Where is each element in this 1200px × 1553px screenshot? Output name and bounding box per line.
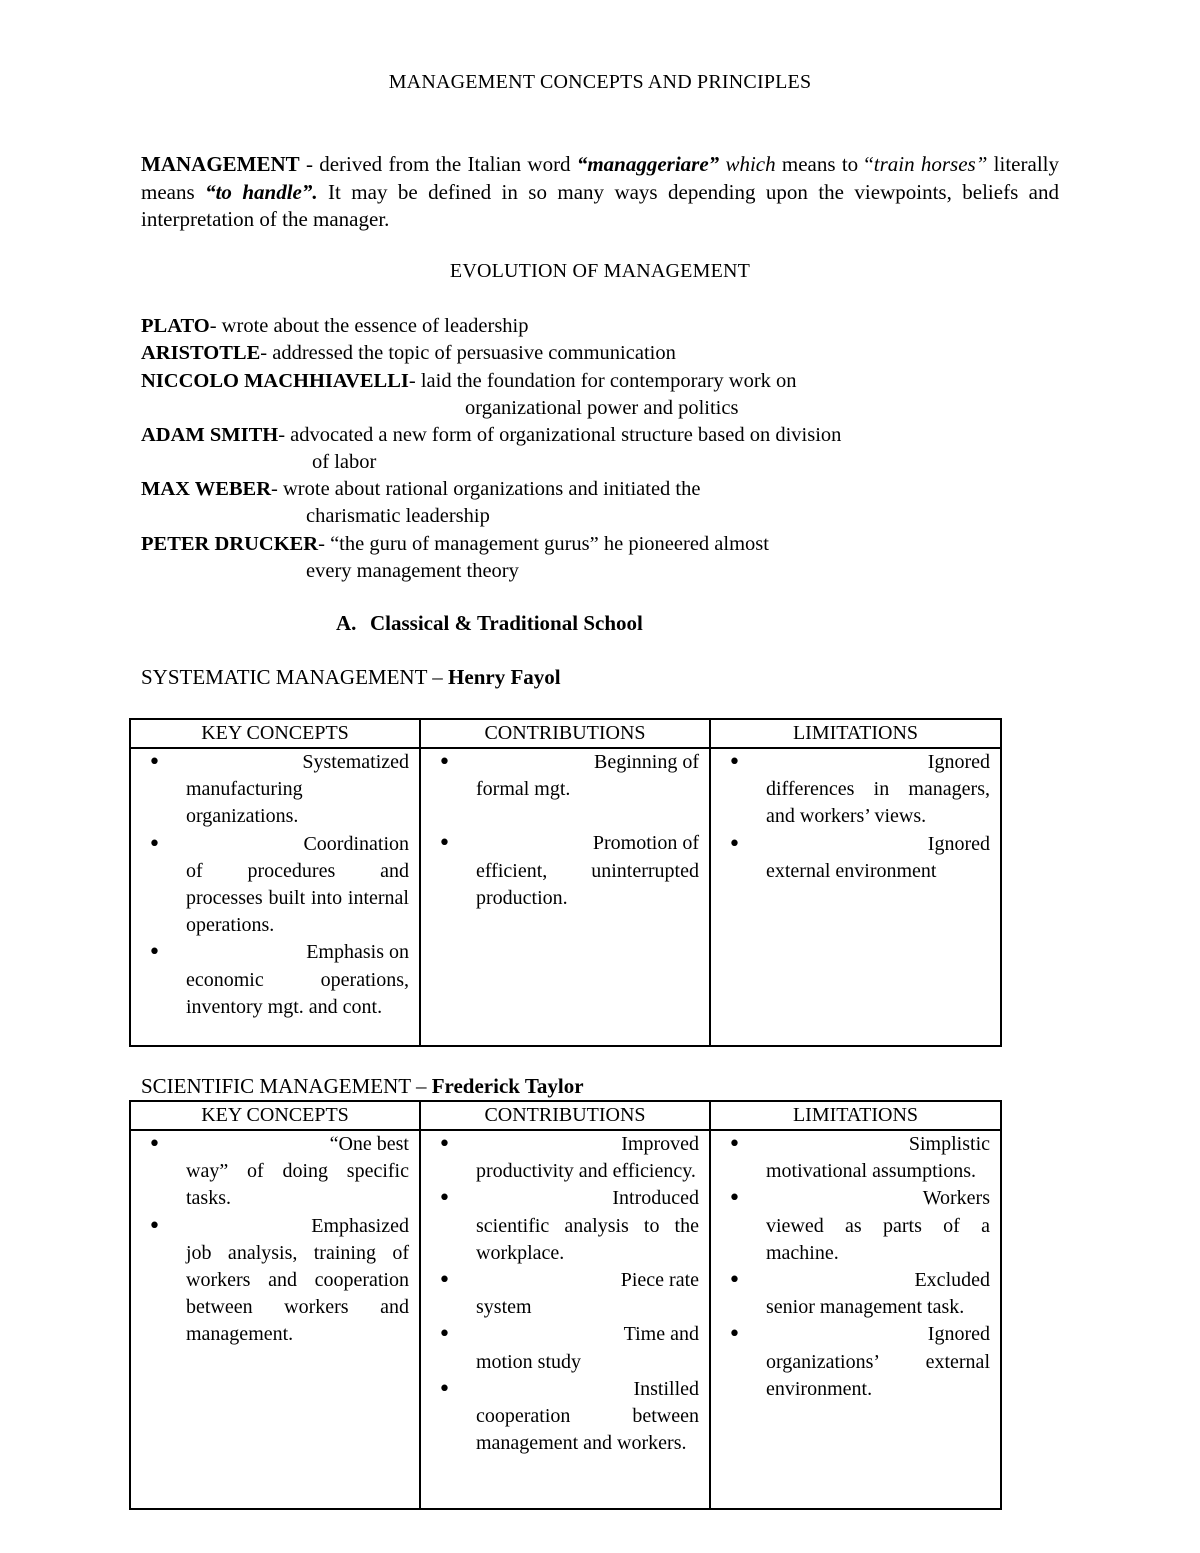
scientific-management-heading — [141, 1074, 584, 1099]
item-text: of procedures and processes built into internal operations. — [186, 859, 409, 937]
person-description: - advocated a new form of organizational structure based on division — [278, 424, 842, 446]
list-item — [711, 1267, 1000, 1321]
list-item — [131, 831, 419, 940]
term-managgeriare: “managgeriare” — [576, 152, 720, 176]
definition-text-2: which — [719, 152, 776, 176]
item-lead: • Systematized — [302, 751, 409, 773]
systematic-management-heading — [141, 665, 561, 690]
person-name: PETER DRUCKER — [141, 533, 319, 555]
person-description: - “the guru of management gurus” he pioneered almost — [318, 533, 769, 555]
person-description-continued: of labor — [312, 451, 377, 473]
person-description: - wrote about rational organizations and initiated the — [271, 478, 701, 500]
item-text: motion study — [476, 1350, 582, 1373]
section-letter: A. — [336, 611, 357, 635]
item-lead: • Simplistic — [908, 1133, 990, 1155]
person-name: ADAM SMITH — [141, 424, 279, 446]
key-concepts-cell — [130, 748, 420, 1046]
systematic-management-table — [129, 718, 1002, 1047]
list-item — [421, 1267, 709, 1321]
scientific-management-table — [129, 1100, 1002, 1510]
column-header-limitations: LIMITATIONS — [710, 719, 1001, 748]
definition-text-1: - derived from the Italian word — [299, 152, 577, 176]
list-item — [131, 749, 419, 831]
heading-label: SYSTEMATIC MANAGEMENT — [141, 665, 428, 689]
key-concepts-cell — [130, 1130, 420, 1509]
person-name: PLATO — [141, 315, 210, 337]
item-lead: • Ignored — [927, 1323, 990, 1346]
column-header-contributions: CONTRIBUTIONS — [420, 1101, 710, 1130]
person-description-continued: organizational power and politics — [465, 397, 739, 419]
person-description: - laid the foundation for contemporary work on — [408, 370, 797, 392]
limitations-cell — [710, 748, 1001, 1046]
evolution-entry-aristotle — [141, 340, 676, 367]
item-text: external environment — [766, 859, 937, 882]
list-item — [711, 831, 1000, 885]
term-management: MANAGEMENT — [141, 152, 300, 176]
item-lead: • Emphasized — [311, 1214, 409, 1237]
item-lead: • Emphasis on — [306, 941, 409, 964]
item-text: productivity and efficiency. — [476, 1160, 696, 1183]
item-text: way” of doing specific tasks. — [186, 1160, 409, 1210]
list-item — [131, 939, 419, 1021]
list-item — [711, 1321, 1000, 1403]
definition-text-3: means to “ — [775, 152, 874, 176]
evolution-entry-plato — [141, 313, 529, 340]
list-item — [711, 749, 1000, 831]
item-lead: • Workers — [922, 1187, 990, 1210]
item-text: economic operations, inventory mgt. and cont. — [186, 968, 409, 1018]
item-text: cooperation between management and workers. — [476, 1405, 699, 1455]
person-description-continued: every management theory — [306, 560, 519, 582]
evolution-heading: EVOLUTION OF MANAGEMENT — [449, 260, 751, 282]
item-lead: • Instilled — [633, 1377, 699, 1400]
definition-text-5: It may be defined in so many ways depending upon the viewpoints, beliefs and interpretation of the manager. — [141, 179, 1059, 231]
item-lead: • Improved — [621, 1133, 699, 1155]
heading-author: Frederick Taylor — [431, 1074, 584, 1098]
column-header-key-concepts: KEY CONCEPTS — [130, 719, 420, 748]
item-text: organizations’ external environment. — [766, 1350, 990, 1400]
evolution-entry-machiavelli — [141, 368, 797, 395]
item-text: manufacturing organizations. — [186, 778, 303, 828]
item-text: senior management task. — [766, 1296, 965, 1319]
person-name: NICCOLO MACHHIAVELLI — [141, 370, 409, 392]
person-description: - wrote about the essence of leadership — [209, 315, 529, 337]
column-header-limitations: LIMITATIONS — [710, 1101, 1001, 1130]
item-lead: • Coordination — [303, 832, 409, 855]
management-definition — [141, 151, 1059, 234]
list-item — [421, 749, 709, 803]
contributions-cell — [420, 748, 710, 1046]
list-item — [711, 1131, 1000, 1185]
person-name: MAX WEBER — [141, 478, 272, 500]
heading-dash: – — [410, 1074, 432, 1098]
list-item — [421, 1376, 709, 1458]
evolution-entry-adam-smith — [141, 422, 841, 449]
list-item — [421, 1321, 709, 1375]
evolution-entry-peter-drucker — [141, 531, 769, 558]
item-lead: • Beginning of — [594, 751, 699, 773]
item-text: differences in managers, and workers’ views. — [766, 778, 990, 828]
list-item — [421, 830, 709, 912]
person-description: - addressed the topic of persuasive communication — [260, 342, 676, 364]
contributions-cell — [420, 1130, 710, 1509]
heading-label: SCIENTIFIC MANAGEMENT — [141, 1074, 411, 1098]
section-a-heading — [336, 611, 643, 636]
item-lead: • Promotion of — [592, 832, 699, 855]
list-item — [131, 1131, 419, 1213]
item-lead: • “One best — [329, 1133, 409, 1155]
item-lead: • Piece rate — [620, 1269, 699, 1292]
item-lead: • Ignored — [927, 832, 990, 855]
item-lead: • Time and — [623, 1323, 699, 1346]
list-item — [131, 1213, 419, 1349]
person-description-continued: charismatic leadership — [306, 505, 490, 527]
list-item — [421, 1185, 709, 1267]
term-train-horses: train horses” — [873, 152, 988, 176]
item-text: formal mgt. — [476, 778, 571, 801]
item-text: system — [476, 1296, 532, 1319]
item-text: efficient, uninterrupted production. — [476, 859, 699, 909]
item-lead: • Excluded — [914, 1269, 990, 1292]
evolution-entry-max-weber — [141, 476, 700, 503]
person-name: ARISTOTLE — [141, 342, 261, 364]
item-text: viewed as parts of a machine. — [766, 1214, 990, 1264]
item-text: job analysis, training of workers and cooperation between workers and management. — [186, 1241, 409, 1346]
document-title: MANAGEMENT CONCEPTS AND PRINCIPLES — [388, 71, 812, 93]
column-header-contributions: CONTRIBUTIONS — [420, 719, 710, 748]
list-item — [711, 1185, 1000, 1267]
item-lead: • Introduced — [612, 1187, 699, 1210]
definition-text-4: literally means — [141, 152, 1059, 204]
heading-dash: – — [427, 665, 449, 689]
heading-author: Henry Fayol — [448, 665, 561, 689]
section-label: Classical & Traditional School — [370, 611, 643, 635]
column-header-key-concepts: KEY CONCEPTS — [130, 1101, 420, 1130]
item-lead: • Ignored — [927, 751, 990, 773]
item-text: scientific analysis to the workplace. — [476, 1214, 699, 1264]
term-to-handle: “to handle”. — [205, 179, 318, 204]
limitations-cell — [710, 1130, 1001, 1509]
item-text: motivational assumptions. — [766, 1160, 976, 1183]
list-item — [421, 1131, 709, 1185]
